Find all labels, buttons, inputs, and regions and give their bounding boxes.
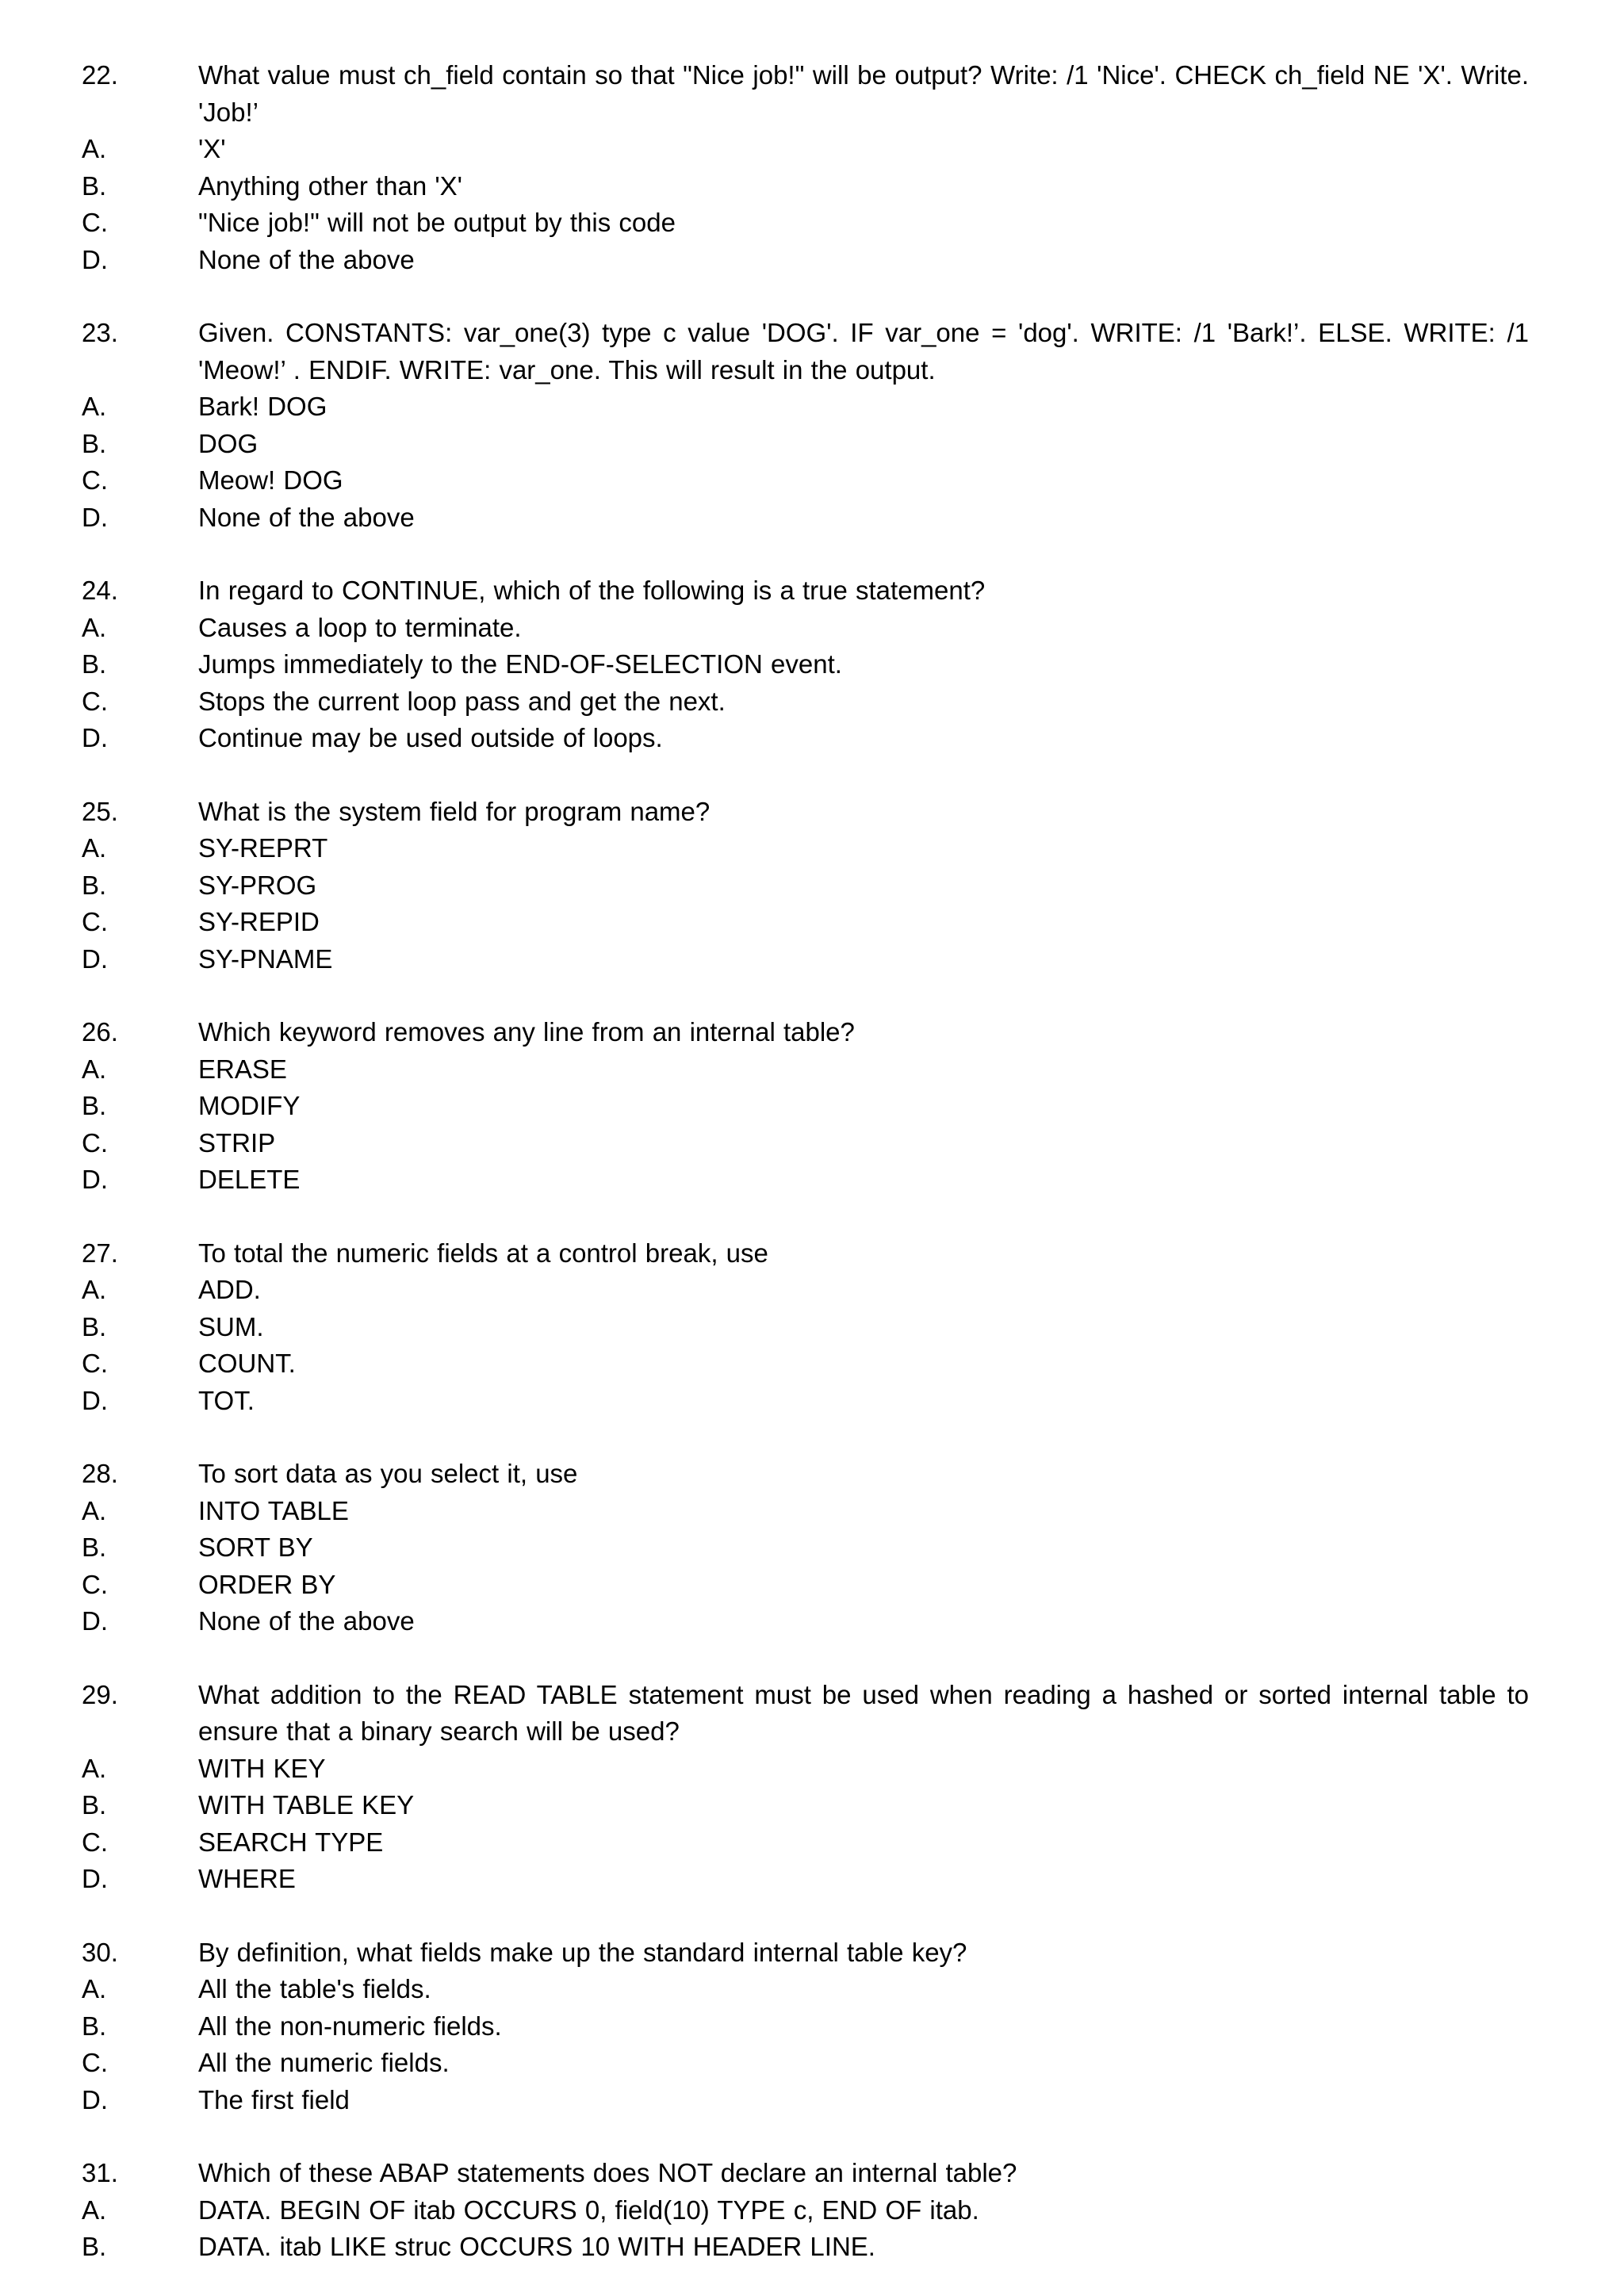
- question-text: By definition, what fields make up the standard internal table key?: [198, 1937, 967, 1967]
- option-letter: B.: [82, 1790, 107, 1820]
- option-letter: A.: [82, 392, 107, 421]
- question-block: [82, 1014, 1529, 1199]
- option-text: None of the above: [198, 244, 415, 274]
- question-number: 31.: [82, 2158, 118, 2187]
- answer-option: [82, 1309, 1529, 1346]
- option-letter: B.: [82, 1533, 107, 1562]
- question-number: 24.: [82, 576, 118, 605]
- option-text: SORT BY: [198, 1533, 313, 1562]
- answer-option: [82, 499, 1529, 537]
- option-text: ADD.: [198, 1275, 261, 1304]
- question-row: [82, 794, 1529, 831]
- option-text: Causes a loop to terminate.: [198, 612, 522, 642]
- answer-option: [82, 2008, 1529, 2045]
- option-letter: B.: [82, 1311, 107, 1341]
- question-number: 29.: [82, 1679, 118, 1709]
- option-text: STRIP: [198, 1127, 276, 1158]
- option-text: Continue may be used outside of loops.: [198, 723, 663, 752]
- question-block: [82, 794, 1529, 978]
- question-row: [82, 315, 1529, 388]
- answer-option: [82, 1125, 1529, 1162]
- option-text: ORDER BY: [198, 1569, 336, 1599]
- option-letter: D.: [82, 943, 108, 974]
- answer-option: [82, 462, 1529, 499]
- answer-option: [82, 1567, 1529, 1604]
- option-text: SY-REPRT: [198, 833, 328, 863]
- option-letter: C.: [82, 465, 108, 495]
- answer-option: [82, 646, 1529, 683]
- option-text: None of the above: [198, 1606, 415, 1636]
- question-row: [82, 57, 1529, 131]
- option-letter: A.: [82, 1974, 107, 2003]
- option-text: DELETE: [198, 1165, 301, 1194]
- answer-option: [82, 1751, 1529, 1788]
- question-block: [82, 1235, 1529, 1420]
- question-block: [82, 1456, 1529, 1640]
- option-text: SUM.: [198, 1311, 264, 1341]
- option-text: ERASE: [198, 1054, 287, 1084]
- question-number: 26.: [82, 1017, 118, 1047]
- option-letter: D.: [82, 1165, 108, 1194]
- option-text: SEARCH TYPE: [198, 1827, 384, 1857]
- question-text: Which keyword removes any line from an internal table?: [198, 1017, 855, 1047]
- answer-option: [82, 1529, 1529, 1567]
- option-text: COUNT.: [198, 1349, 296, 1378]
- answer-option: [82, 1272, 1529, 1309]
- question-row: [82, 1014, 1529, 1051]
- option-text: INTO TABLE: [198, 1495, 349, 1525]
- answer-option: [82, 205, 1529, 242]
- option-letter: D.: [82, 502, 108, 532]
- option-letter: D.: [82, 723, 108, 752]
- question-text: What addition to the READ TABLE statement must be used when reading a hashed or sorted internal table to ensure that a binary search will be used?: [198, 1679, 1529, 1746]
- option-text: SY-PROG: [198, 870, 317, 900]
- question-text: Given. CONSTANTS: var_one(3) type c value 'DOG'. IF var_one = 'dog'. WRITE: /1 'Bark!’. ELSE. WRITE: /1 'Meow!’ . ENDIF. WRITE: var_one. This will result in the output.: [198, 318, 1529, 385]
- option-text: Meow! DOG: [198, 465, 343, 495]
- answer-option: [82, 1051, 1529, 1089]
- option-text: All the table's fields.: [198, 1974, 431, 2003]
- answer-option: [82, 1161, 1529, 1199]
- question-block: [82, 315, 1529, 536]
- answer-option: [82, 2192, 1529, 2229]
- answer-option: [82, 1971, 1529, 2008]
- option-letter: C.: [82, 686, 108, 716]
- question-block: [82, 2155, 1529, 2266]
- option-letter: C.: [82, 1569, 108, 1599]
- option-letter: C.: [82, 1127, 108, 1158]
- option-letter: D.: [82, 244, 108, 274]
- option-letter: B.: [82, 649, 107, 679]
- option-letter: B.: [82, 428, 107, 458]
- option-text: Bark! DOG: [198, 392, 327, 421]
- option-text: TOT.: [198, 1385, 255, 1415]
- option-text: Jumps immediately to the END-OF-SELECTION event.: [198, 649, 842, 679]
- question-number: 30.: [82, 1937, 118, 1967]
- option-letter: D.: [82, 1864, 108, 1893]
- option-letter: C.: [82, 1349, 108, 1378]
- question-number: 25.: [82, 796, 118, 826]
- option-text: DATA. BEGIN OF itab OCCURS 0, field(10) TYPE c, END OF itab.: [198, 2195, 979, 2225]
- option-text: "Nice job!" will not be output by this code: [198, 208, 676, 237]
- option-text: All the non-numeric fields.: [198, 2011, 502, 2041]
- answer-option: [82, 683, 1529, 721]
- option-letter: A.: [82, 1753, 107, 1783]
- option-letter: A.: [82, 833, 107, 863]
- option-text: All the numeric fields.: [198, 2048, 450, 2077]
- answer-option: [82, 1493, 1529, 1530]
- question-number: 27.: [82, 1238, 118, 1268]
- question-text: What value must ch_field contain so that "Nice job!" will be output? Write: /1 'Nice'. CHECK ch_field NE 'X'. Write. 'Job!’: [198, 60, 1529, 127]
- question-number: 23.: [82, 318, 118, 347]
- question-row: [82, 2155, 1529, 2192]
- option-text: 'X': [198, 134, 226, 163]
- answer-option: [82, 242, 1529, 279]
- option-letter: B.: [82, 2011, 107, 2041]
- answer-option: [82, 830, 1529, 867]
- option-text: SY-PNAME: [198, 943, 333, 974]
- option-letter: B.: [82, 1091, 107, 1120]
- option-text: The first field: [198, 2084, 350, 2114]
- answer-option: [82, 426, 1529, 463]
- answer-option: [82, 1088, 1529, 1125]
- answer-option: [82, 2229, 1529, 2266]
- option-letter: B.: [82, 170, 107, 201]
- answer-option: [82, 941, 1529, 978]
- answer-option: [82, 388, 1529, 426]
- answer-option: [82, 1603, 1529, 1640]
- question-text: To total the numeric fields at a control break, use: [198, 1238, 768, 1268]
- answer-option: [82, 2045, 1529, 2082]
- option-text: MODIFY: [198, 1091, 301, 1120]
- option-text: WITH TABLE KEY: [198, 1790, 415, 1820]
- option-letter: D.: [82, 1606, 108, 1636]
- question-number: 22.: [82, 60, 118, 90]
- option-letter: C.: [82, 2048, 108, 2077]
- question-text: Which of these ABAP statements does NOT declare an internal table?: [198, 2158, 1017, 2187]
- option-letter: D.: [82, 2084, 108, 2114]
- question-block: [82, 572, 1529, 757]
- option-text: Anything other than 'X': [198, 170, 462, 201]
- answer-option: [82, 867, 1529, 905]
- option-letter: A.: [82, 1495, 107, 1525]
- answer-option: [82, 610, 1529, 647]
- question-block: [82, 57, 1529, 278]
- option-text: WHERE: [198, 1864, 296, 1893]
- option-text: DATA. itab LIKE struc OCCURS 10 WITH HEADER LINE.: [198, 2232, 875, 2261]
- option-letter: D.: [82, 1385, 108, 1415]
- option-letter: A.: [82, 2195, 107, 2225]
- option-text: None of the above: [198, 502, 415, 532]
- option-text: Stops the current loop pass and get the next.: [198, 686, 726, 716]
- answer-option: [82, 1824, 1529, 1862]
- question-block: [82, 1677, 1529, 1898]
- question-text: What is the system field for program name?: [198, 796, 710, 826]
- answer-option: [82, 131, 1529, 168]
- question-text: In regard to CONTINUE, which of the following is a true statement?: [198, 576, 986, 605]
- question-row: [82, 1456, 1529, 1493]
- question-row: [82, 1934, 1529, 1972]
- answer-option: [82, 2082, 1529, 2119]
- answer-option: [82, 1861, 1529, 1898]
- question-text: To sort data as you select it, use: [198, 1459, 578, 1488]
- answer-option: [82, 904, 1529, 941]
- option-letter: C.: [82, 1827, 108, 1857]
- option-text: WITH KEY: [198, 1753, 326, 1783]
- option-text: DOG: [198, 428, 259, 458]
- question-row: [82, 1677, 1529, 1751]
- option-letter: A.: [82, 612, 107, 642]
- option-letter: C.: [82, 907, 108, 936]
- question-number: 28.: [82, 1459, 118, 1488]
- question-block: [82, 1934, 1529, 2119]
- option-text: SY-REPID: [198, 907, 320, 936]
- option-letter: A.: [82, 1275, 107, 1304]
- question-row: [82, 572, 1529, 610]
- question-row: [82, 1235, 1529, 1272]
- option-letter: A.: [82, 1054, 107, 1084]
- answer-option: [82, 1787, 1529, 1824]
- answer-option: [82, 1345, 1529, 1383]
- option-letter: B.: [82, 870, 107, 900]
- option-letter: A.: [82, 134, 107, 163]
- option-letter: B.: [82, 2232, 107, 2261]
- answer-option: [82, 720, 1529, 757]
- answer-option: [82, 168, 1529, 205]
- option-letter: C.: [82, 208, 108, 237]
- answer-option: [82, 1383, 1529, 1420]
